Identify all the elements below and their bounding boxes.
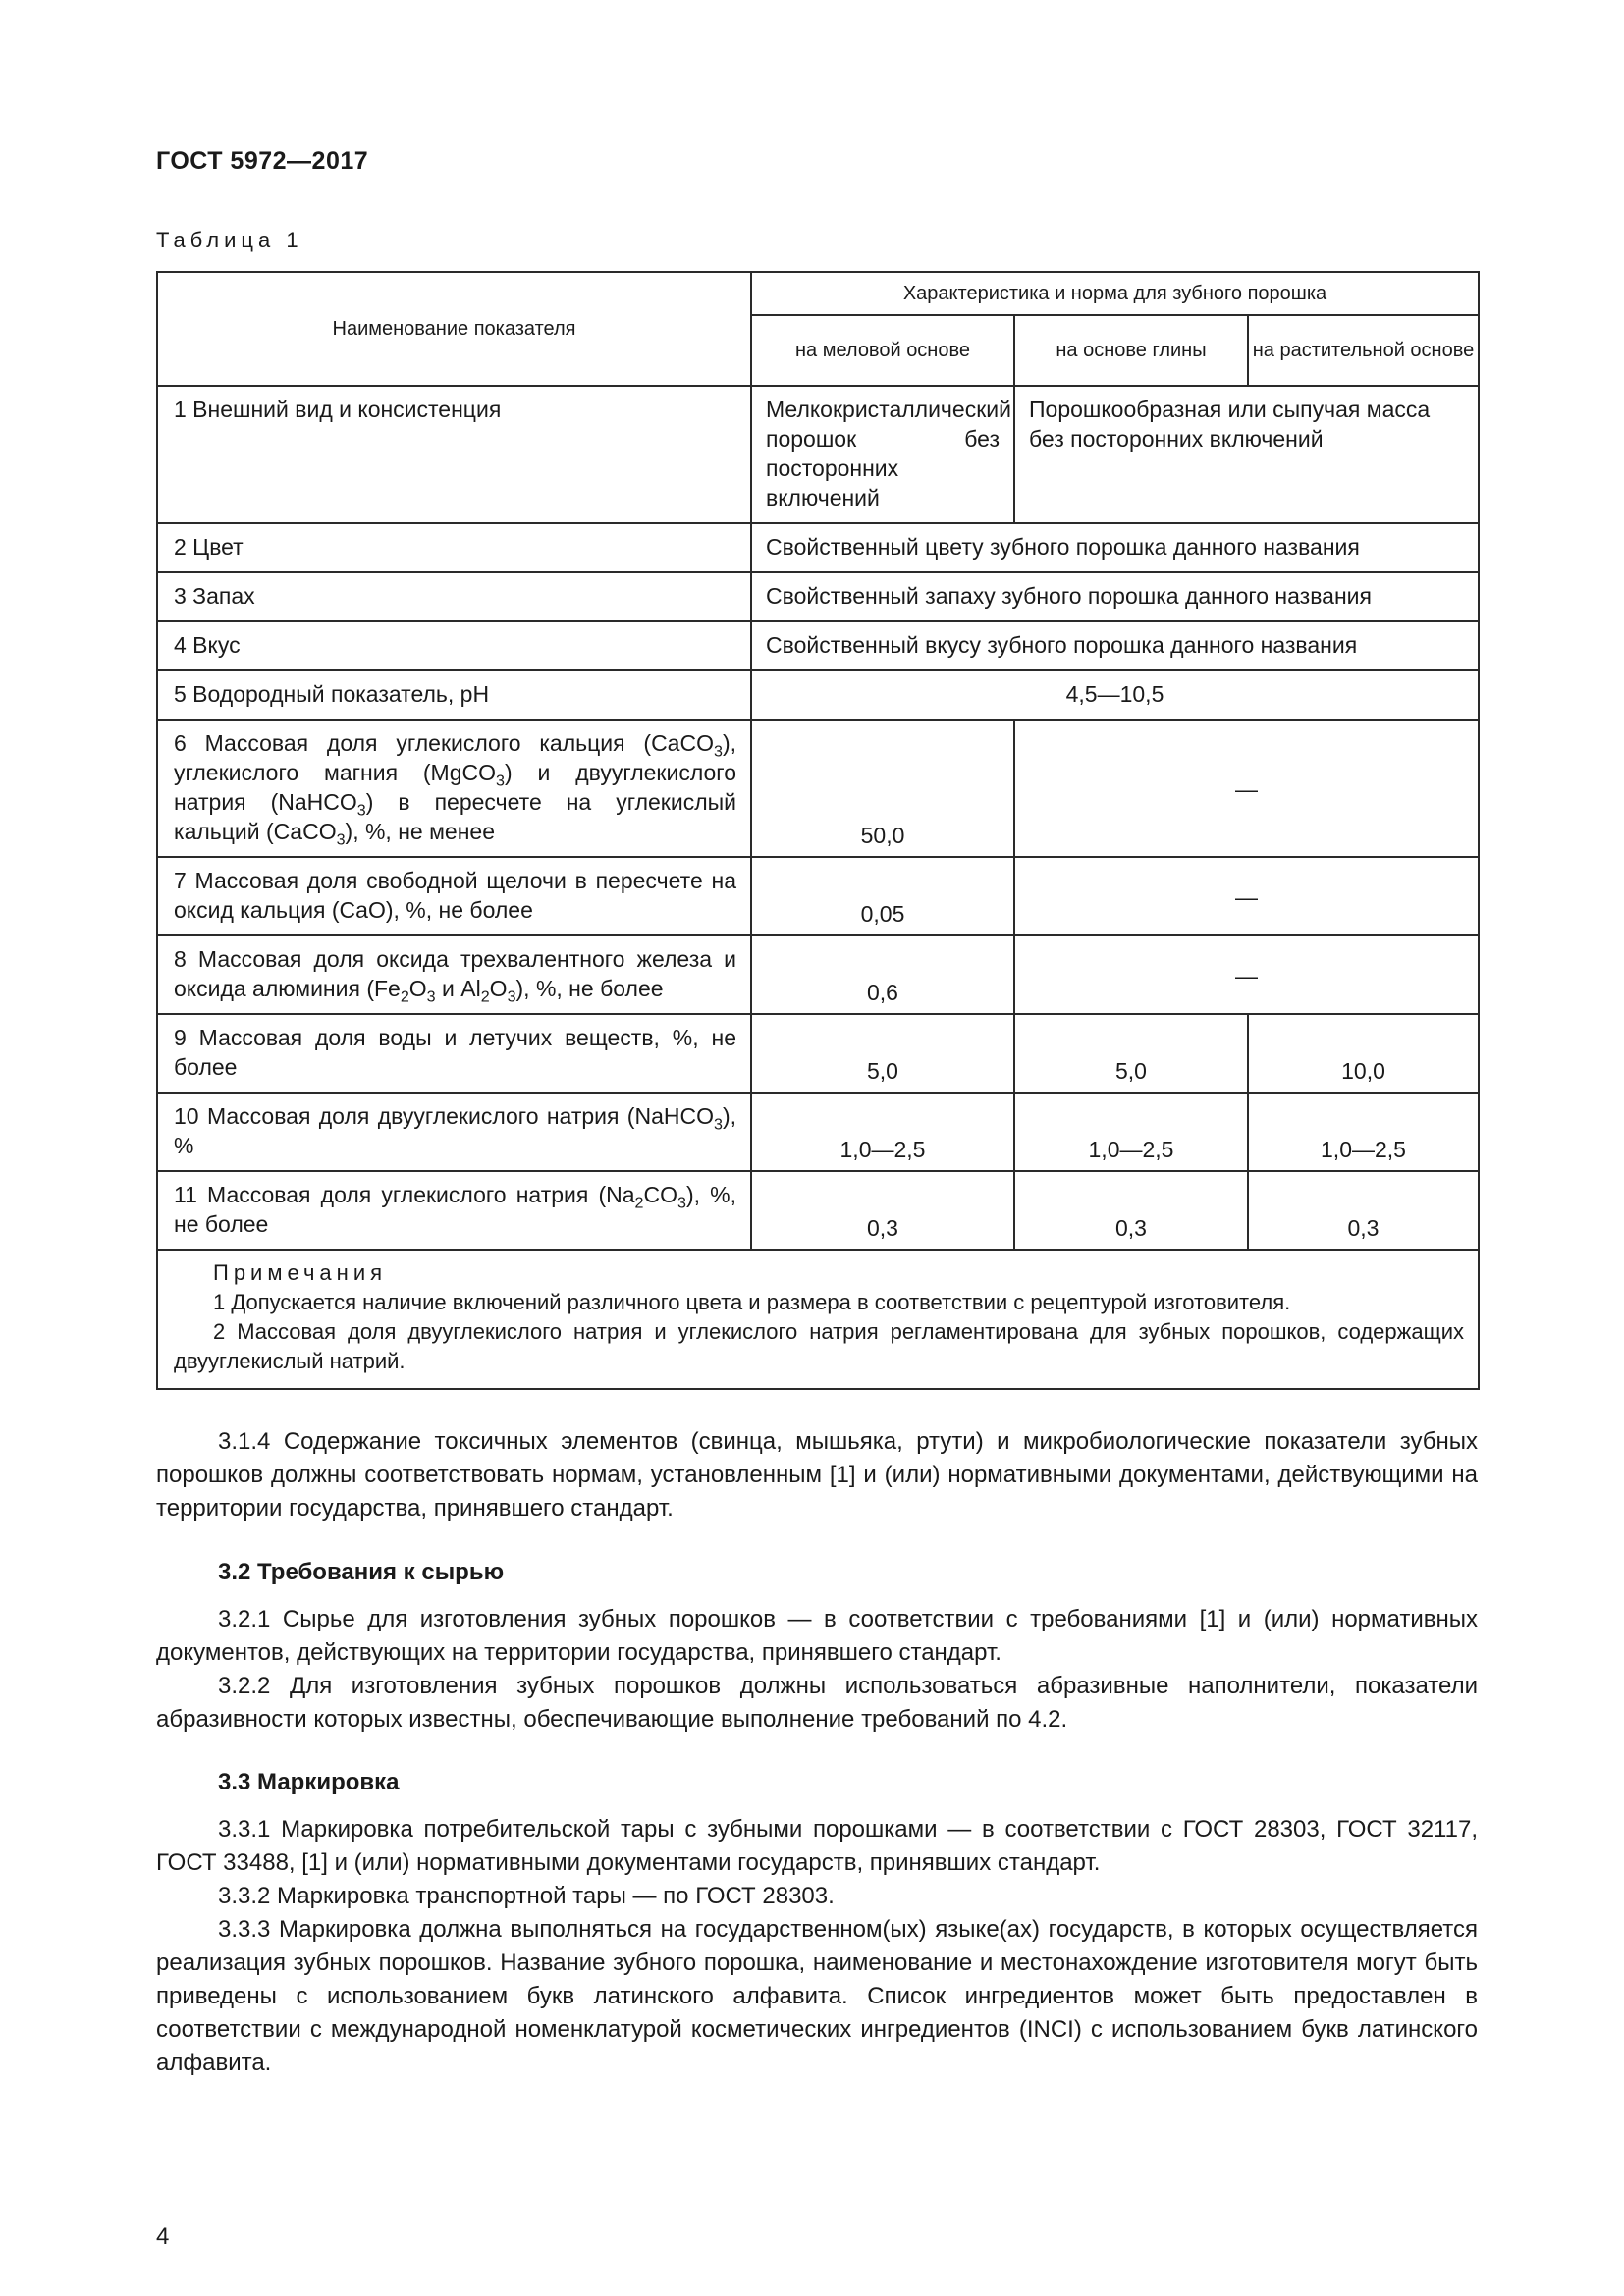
row-10-chalk: 1,0—2,5 — [751, 1093, 1014, 1171]
paragraph-3-2-2: 3.2.2 Для изготовления зубных порошков должны использоваться абразивные наполнители, показатели абразивности которых известны, обеспечивающие выполнение требований по 4.2. — [156, 1673, 1478, 1733]
table-notes — [157, 1250, 1479, 1389]
section-3-1-4 — [156, 1425, 1478, 1525]
table-row — [157, 1093, 1479, 1171]
page-number: 4 — [156, 2223, 170, 2250]
row-4-name: 4 Вкус — [157, 621, 751, 670]
table-row — [157, 1171, 1479, 1250]
document-header: ГОСТ 5972—2017 — [156, 147, 369, 175]
table-row — [157, 523, 1479, 572]
row-7-chalk: 0,05 — [751, 857, 1014, 935]
section-3-3 — [156, 1766, 1478, 1799]
table-row — [157, 720, 1479, 857]
row-3-name: 3 Запах — [157, 572, 751, 621]
table-row — [157, 857, 1479, 935]
col-header-chalk: на меловой основе — [751, 315, 1014, 386]
row-8-chalk: 0,6 — [751, 935, 1014, 1014]
row-7-dash: — — [1014, 857, 1479, 935]
col-header-clay: на основе глины — [1014, 315, 1248, 386]
row-6-dash: — — [1014, 720, 1479, 857]
table-caption: Таблица 1 — [156, 228, 303, 252]
section-3-3-body — [156, 1813, 1478, 2080]
row-5-name: 5 Водородный показатель, pH — [157, 670, 751, 720]
note-1: 1 Допускается наличие включений различного цвета и размера в соответствии с рецептурой изготовителя. — [213, 1290, 1291, 1314]
row-6-name: 6 Массовая доля углекислого кальция (CaCO$_3$), углекислого магния (MgCO$_3$) и двууглекислого натрия (NaHCO$_3$) в пересчете на углекислый кальций (CaCO$_3$), %, не менее — [157, 720, 751, 857]
heading-3-3: 3.3 Маркировка — [218, 1769, 400, 1795]
section-3-2-body — [156, 1603, 1478, 1736]
row-10-name: 10 Массовая доля двууглекислого натрия (NaHCO$_3$), % — [157, 1093, 751, 1171]
section-3-2 — [156, 1556, 1478, 1589]
paragraph-3-3-1: 3.3.1 Маркировка потребительской тары с зубными порошками — в соответствии с ГОСТ 28303, ГОСТ 32117, ГОСТ 33488, [1] и (или) нормативными документами государств, принявших стандарт. — [156, 1816, 1478, 1876]
row-9-name: 9 Массовая доля воды и летучих веществ, %, не более — [157, 1014, 751, 1093]
row-2-name: 2 Цвет — [157, 523, 751, 572]
row-1-name: 1 Внешний вид и консистенция — [157, 386, 751, 523]
row-7-name: 7 Массовая доля свободной щелочи в пересчете на оксид кальция (CaO), %, не более — [157, 857, 751, 935]
row-9-clay: 5,0 — [1014, 1014, 1248, 1093]
notes-title: Примечания — [213, 1260, 388, 1285]
table-row — [157, 621, 1479, 670]
table-row — [157, 670, 1479, 720]
row-9-chalk: 5,0 — [751, 1014, 1014, 1093]
row-4-value: Свойственный вкусу зубного порошка данного названия — [751, 621, 1479, 670]
paragraph-3-3-3: 3.3.3 Маркировка должна выполняться на государственном(ых) языке(ах) государств, в которых осуществляется реализация зубных порошков. Название зубного порошка, наименование и местонахождение изготовителя могут быть приведены с использованием букв латинского алфавита. Список ингредиентов может быть предоставлен в соответствии с международной номенклатурой косметических ингредиентов (INCI) с использованием букв латинского алфавита. — [156, 1916, 1478, 2076]
table-row — [157, 386, 1479, 523]
row-11-name: 11 Массовая доля углекислого натрия $(Na_2CO_3)$, %, не более — [157, 1171, 751, 1250]
table-row — [157, 1014, 1479, 1093]
requirements-table — [156, 271, 1480, 1390]
heading-3-2: 3.2 Требования к сырью — [218, 1559, 505, 1585]
row-9-plant: 10,0 — [1248, 1014, 1479, 1093]
row-11-chalk: 0,3 — [751, 1171, 1014, 1250]
row-11-clay: 0,3 — [1014, 1171, 1248, 1250]
row-2-value: Свойственный цвету зубного порошка данного названия — [751, 523, 1479, 572]
col-header-name: Наименование показателя — [157, 272, 751, 386]
row-10-plant: 1,0—2,5 — [1248, 1093, 1479, 1171]
row-8-dash: — — [1014, 935, 1479, 1014]
table-notes-row — [157, 1250, 1479, 1389]
row-1-chalk: Мелкокристаллический порошок без посторонних включений — [751, 386, 1014, 523]
row-10-clay: 1,0—2,5 — [1014, 1093, 1248, 1171]
note-2: 2 Массовая доля двууглекислого натрия и углекислого натрия регламентирована для зубных порошков, содержащих двууглекислый натрий. — [174, 1319, 1464, 1373]
paragraph-3-3-2: 3.3.2 Маркировка транспортной тары — по ГОСТ 28303. — [218, 1883, 835, 1909]
row-6-chalk: 50,0 — [751, 720, 1014, 857]
table-row — [157, 572, 1479, 621]
row-8-name: 8 Массовая доля оксида трехвалентного железа и оксида алюминия ($Fe_2O_3$ и $Al_2O_3$), %, не более — [157, 935, 751, 1014]
paragraph-3-1-4: 3.1.4 Содержание токсичных элементов (свинца, мышьяка, ртути) и микробиологические показатели зубных порошков должны соответствовать нормам, установленным [1] и (или) нормативными документами, действующими на территории государства, принявшего стандарт. — [156, 1428, 1478, 1522]
col-header-group: Характеристика и норма для зубного порошка — [751, 272, 1479, 315]
paragraph-3-2-1: 3.2.1 Сырье для изготовления зубных порошков — в соответствии с требованиями [1] и (или) нормативных документов, действующих на территории государства, принявшего стандарт. — [156, 1606, 1478, 1666]
row-1-other: Порошкообразная или сыпучая масса без посторонних включений — [1014, 386, 1479, 523]
row-5-value: 4,5—10,5 — [751, 670, 1479, 720]
col-header-plant: на растительной основе — [1248, 315, 1479, 386]
row-3-value: Свойственный запаху зубного порошка данного названия — [751, 572, 1479, 621]
table-row — [157, 935, 1479, 1014]
row-11-plant: 0,3 — [1248, 1171, 1479, 1250]
